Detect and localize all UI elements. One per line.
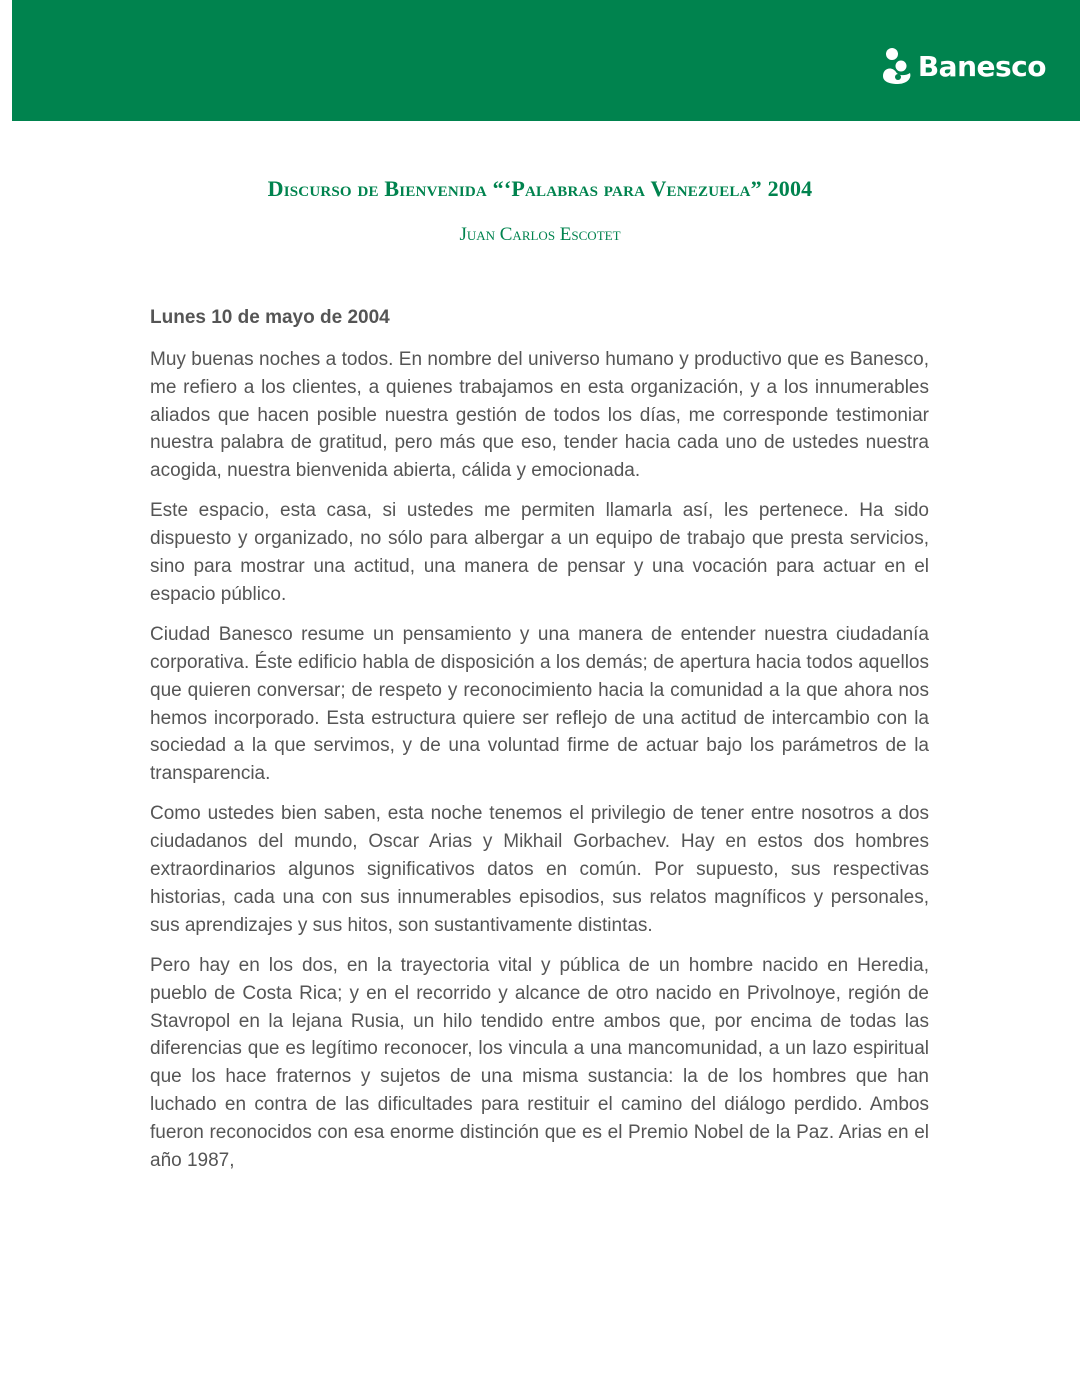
brand-name: Banesco [917,49,1046,83]
document-date: Lunes 10 de mayo de 2004 [150,307,390,328]
document-title: Discurso de Bienvenida “‘Palabras para Venezuela” 2004 [267,176,813,201]
paragraph: Ciudad Banesco resume un pensamiento y una manera de entender nuestra ciudadanía corporativa. Éste edificio habla de disposición a los demás; de apertura hacia todos aquellos que quieren conversar; de respeto y reconocimiento hacia la comunidad a la que ahora nos hemos incorporado. Esta estructura quiere ser reflejo de una actitud de intercambio con la sociedad a la que servimos, y de una voluntad firme de actuar bajo los parámetros de la transparencia. [150,624,929,785]
paragraph: Este espacio, esta casa, si ustedes me permiten llamarla así, les pertenece. Ha sido dispuesto y organizado, no sólo para albergar a un equipo de trabajo que presta servicios, sino para mostrar una actitud, una manera de pensar y una vocación para actuar en el espacio público. [150,500,929,605]
banesco-people-icon [880,46,916,86]
paragraph: Pero hay en los dos, en la trayectoria vital y pública de un hombre nacido en Heredia, pueblo de Costa Rica; y en el recorrido y alcance de otro nacido en Privolnoye, región de Stavropol en la lejana Rusia, un hilo tendido entre ambos que, por encima de todas las diferencias que es legítimo reconocer, los vincula a una mancomunidad, a un lazo espiritual que los hace fraternos y sujetos de una misma sustancia: la de los hombres que han luchado en contra de las dificultades para restituir el camino del diálogo perdido. Ambos fueron reconocidos con esa enorme distinción que es el Premio Nobel de la Paz. Arias en el año 1987, [150,954,929,1171]
paragraph: Como ustedes bien saben, esta noche tenemos el privilegio de tener entre nosotros a dos ciudadanos del mundo, Oscar Arias y Mikhail Gorbachev. Hay en estos dos hombres extraordinarios algunos significativos datos en común. Por supuesto, sus respectivas historias, cada una con sus innumerables episodios, sus relatos magníficos y personales, sus aprendizajes y sus hitos, son sustantivamente distintas. [150,803,929,936]
brand-logo [880,46,1046,86]
paragraph: Muy buenas noches a todos. En nombre del universo humano y productivo que es Banesco, me refiero a los clientes, a quienes trabajamos en esta organización, y a los innumerables aliados que hacen posible nuestra gestión de todos los días, me corresponde testimoniar nuestra palabra de gratitud, pero más que eso, tender hacia cada uno de ustedes nuestra acogida, nuestra bienvenida abierta, cálida y emocionada. [150,349,929,482]
document-author: Juan Carlos Escotet [459,224,621,245]
header-band [12,0,1080,121]
document-body [150,304,929,1187]
